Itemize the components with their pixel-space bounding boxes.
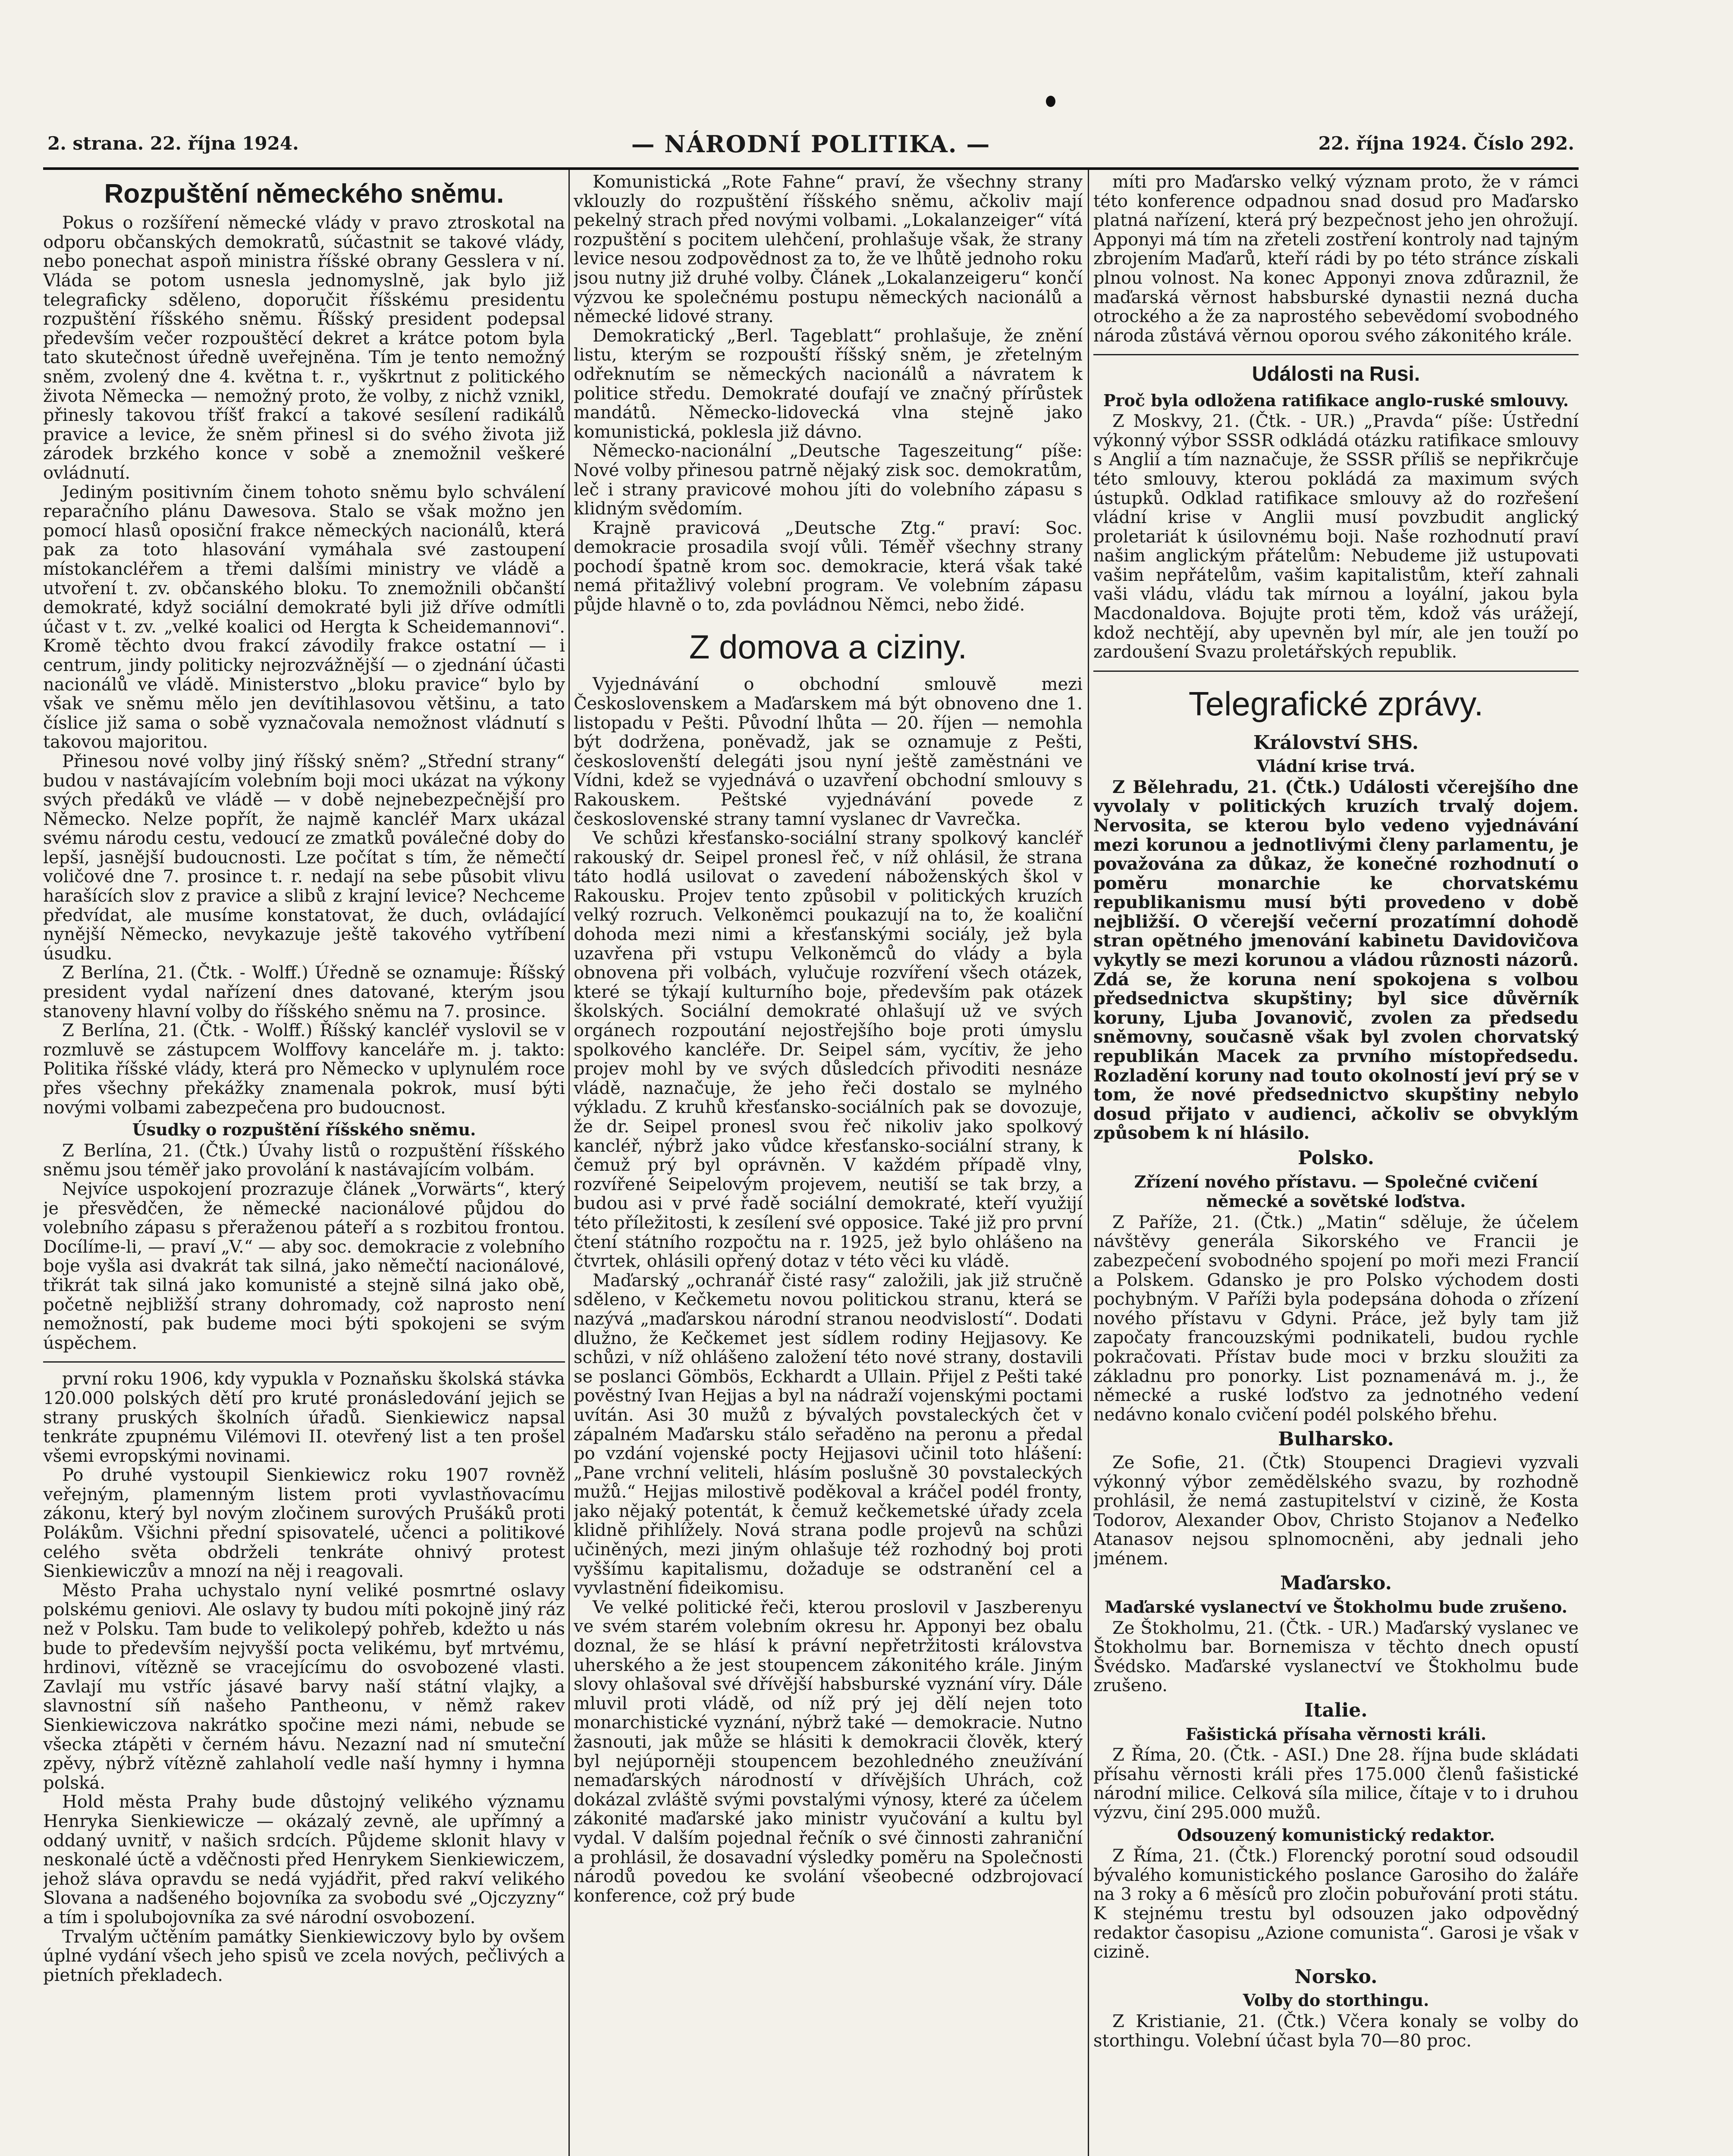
news-item: Vyjednávání o obchodní smlouvě mezi Československem a Maďarskem má být obnoveno dne 1. listopadu v Pešti. Původní lhůta — 20. říjen — nemohla být dodržena, poněvadž, jak se oznamuje z Pešti, českoslovenští delegáti jsou nyní ještě zaměstnáni ve Vídni, kdež se vyjednává o uzavření obchodní smlouvy s Rakouskem. Peštské vyjednávání povede z československé strany tamní vyslanec dr Vavrečka. [574, 674, 1083, 829]
page-header [47, 130, 1574, 167]
article-paragraph: Komunistická „Rote Fahne“ praví, že všechny strany vklouzly do rozpuštění říšského sněmu, ačkoliv mají pekelný strach před novými volbami. „Lokalanzeiger“ vítá rozpuštění s pocitem ulehčení, prohlašuje však, že strany levice nesou zodpovědnost za to, že ve lhůtě jednoho roku jsou nutny již druhé volby. Článek „Lokalanzeigeru“ končí výzvou ke společnému postupu německých nacionálů a německé lidové strany. [574, 172, 1083, 327]
article-headline: Rozpuštění německého sněmu. [104, 179, 504, 209]
news-item: Z Paříže, 21. (Čtk.) „Matin“ sděluje, že účelem návštěvy generála Sikorského ve Francii je zabezpečení svobodného spojení po moři mezi Francií a Polskem. Gdansko je pro Polsko východem dosti pochybným. V Paříži byla podepsána dohoda o zřízení nového přístavu v Gdyni. Práce, jež byly tam již započaty francouzskými podnikateli, budou rychle pokračovati. Přístav bude moci v brzku sloužiti za základnu pro ponorky. List poznamenává m. j., že německé a ruské loďstvo za jednotného vedení nedávno konalo cvičení podél polského břehu. [1093, 1212, 1579, 1425]
news-item: Ze Štokholmu, 21. (Čtk. - UR.) Maďarský vyslanec ve Štokholmu bar. Bornemisza v těchto dnech opustí Švédsko. Maďarské vyslanectví ve Štokholmu bude zrušeno. [1093, 1618, 1579, 1696]
news-item: Z Moskvy, 21. (Čtk. - UR.) „Pravda“ píše: Ústřední výkonný výbor SSSR odkládá otázku ratifikace smlouvy s Anglií a tím naznačuje, že SSSR příliš se nepřikrčuje této smlouvy, kterou pokládá za maximum svých ústupků. Odklad ratifikace smlouvy až do rozřešení vládní krise v Anglii musí povzbudit anglický proletariát k úsilovnému boji. Naše rozhodnutí praví našim anglickým přátelům: Nebudeme již ustupovati vašim nepřátelům, vašim kapitalistům, kteří zahnali vaši vládu, vládu tak mírnou a loyální, jakou byla Macdonaldova. Bojujte proti těm, kdož vás urážejí, kdož nechtějí, aby upevněn byl mír, ale jen touží po zardoušení Svazu proletářských republik. [1093, 411, 1579, 662]
subheadline: Proč byla odložena ratifikace anglo-ruské smlouvy. [1103, 390, 1569, 410]
news-item: Ze Sofie, 21. (Čtk) Stoupenci Dragievi vyzvali výkonný výbor zemědělského svazu, by rozhodně prohlásil, že nemá zastupitelství v cizině, že Kosta Todorov, Alexander Obov, Christo Stojanov a Neđelko Atanasov nejsou splnomocněni, aby jednali jeho jménem. [1093, 1452, 1579, 1569]
column-3 [1093, 172, 1579, 2156]
news-item: Z Berlína, 21. (Čtk. - Wolff.) Říšský kancléř vyslovil se v rozmluvě se zástupcem Wolffovy kanceláře m. j. takto: Politika říšské vlády, která pro Německo v uplynulém roce přes všechny překážky znamenala pokrok, musí býti novými volbami zabezpečena pro budoucnost. [43, 1021, 565, 1118]
article-paragraph: Nejvíce uspokojení prozrazuje článek „Vorwärts“, který je přesvědčen, že německé nacionálové půjdou do volebního zápasu s přeraženou páteří a s rozbitou frontou. Docílíme-li, — praví „V.“ — aby soc. demokracie z volebního boje vyšla asi dvakrát tak silná, jako němečtí nacionálové, třikrát tak silná jako komunisté a stejně silná jako obě, početně nejbližší strany dohromady, což naprosto není nemožností, pak budeme moci býti spokojeni se svým úspěchem. [43, 1179, 565, 1353]
subheadline: Zřízení nového přístavu. — Společné cvičení německé a sovětské loďstva. [1134, 1172, 1538, 1211]
news-item: Z Bělehradu, 21. (Čtk.) Události včerejšího dne vyvolaly v politických kruzích trvalý dojem. Nervosita, se kterou bylo vedeno vyjednávání mezi korunou a jednotlivými členy parlamentu, je považována za důkaz, že konečné rozhodnutí o poměru monarchie ke chorvatskému republikanismu musí býti provedeno v době nejbližší. O včerejší večerní prozatímní dohodě stran opětného jmenování kabinetu Davidovičova vykytly se mezi korunou a vládou různosti názorů. Zdá se, že koruna není spokojena s volbou předsednictva skupštiny; byl sice důvěrník koruny, Ljuba Jovanovič, zvolen za předsedu sněmovny, současně však byl zvolen chorvatský republikán Macek za prvního místopředsedu. Rozladění koruny nad touto okolností jeví prý se v tom, že nové předsednictvo skupštiny nebylo dosud přijato v audienci, ačkoliv se obvyklým způsobem k ní hlásilo. [1093, 777, 1579, 1144]
subheadline: Maďarské vyslanectví ve Štokholmu bude zrušeno. [1104, 1597, 1568, 1617]
article-paragraph: Přinesou nové volby jiný říšský sněm? „Střední strany“ budou v nastávajícím volebním boji moci ukázat na výkony svých předáků ve vládě — v době nejnebezpečnější pro Německo. Nelze popřít, že najmě kancléř Marx ukázal svému národu cestu, vedoucí ze zmatků poválečné doby do lepší, jasnější budoucnosti. Lze počítat s tím, že němečtí voličové dne 7. prosince t. r. nedají na sebe působit vlivu harašících slov z pravice a slibů z krajní levice? Nechceme předvídat, ale musíme konstatovat, že duch, ovládající nynější Německo, nevykazuje ještě takového vytříbení úsudku. [43, 751, 565, 964]
country-heading: Bulharsko. [1278, 1428, 1394, 1451]
subheadline: Volby do storthingu. [1243, 1990, 1429, 2010]
article-paragraph: Hold města Prahy bude důstojný velikého významu Henryka Sienkiewicze — okázalý zevně, ale upřímný a oddaný uvnitř, v našich srdcích. Půjdeme sklonit hlavy v neskonalé úctě a vděčnosti před Henrykem Sienkiewiczem, jehož sláva opravdu se nedá vyjádřit, před rakví velikého Slovana a nadšeného bojovníka za svobodu své „Ojczyzny“ a tím i spolubojovníka za své národní osvobození. [43, 1792, 565, 1927]
article-paragraph: Jediným positivním činem tohoto sněmu bylo schválení reparačního plánu Dawesova. Stalo se však možno jen pomocí hlasů oposiční frakce německých nacionálů, která pak za toto hlasování vymáhala své zastoupení místokancléřem a třemi dalšími ministry ve vládě a utvoření t. zv. občanského bloku. To znemožnili občanští demokraté, když sociální demokraté byli již dříve odmítli účast v t. zv. „velké koalici od Hergta k Scheidemannovi“. Kromě těchto dvou frakcí závodily frakce ostatní — i centrum, jindy politicky nejrozvážnější — o zjednání účasti nacionálů ve vládě. Ministerstvo „bloku pravice“ bylo by však ve sněmu mělo jen devítihlasovou většinu, a tato číslice již sama o sobě vyznačovala nemožnost vládnutí s takovou majoritou. [43, 482, 565, 752]
news-item: Z Berlína, 21. (Čtk.) Úvahy listů o rozpuštění říšského sněmu jsou téměř jako provolání k nastávajícím volbám. [43, 1141, 565, 1180]
country-heading: Norsko. [1294, 1965, 1378, 1988]
subheadline: Vládní krise trvá. [1256, 756, 1416, 776]
country-heading: Polsko. [1297, 1147, 1375, 1169]
article-paragraph: Trvalým učtěním památky Sienkiewiczovy bylo by ovšem úplné vydání všech jeho spisů ve zcela nových, pečlivých a pietních překladech. [43, 1927, 565, 1985]
column-1 [43, 172, 565, 2156]
section-headline: Události na Rusi. [1252, 363, 1420, 386]
country-heading: Maďarsko. [1280, 1572, 1392, 1595]
news-item: Maďarský „ochranář čisté rasy“ založili, jak již stručně sděleno, v Kečkemetu novou politickou stranu, která se nazývá „maďarskou národní stranou neodvislostí“. Dodati dlužno, že Kečkemet jest sídlem rodiny Hejjasovy. Ke schůzi, v níž ohlášeno založení této nové strany, dostavili se poslanci Gömbös, Eckhardt a Ullain. Přijel z Pešti také pověstný Ivan Hejjas a byl na nádraží vojenskými poctami uvítán. Asi 30 mužů z bývalých povstaleckých čet v zápalném Maďarsku stálo seřaděno na peronu a předal po vzdání vojenské pocty Hejjasovi učinil toto hlášení: „Pane vrchní veliteli, hlásím poslušně 30 povstaleckých mužů.“ Hejjas milostivě poděkoval a kráčel podél fronty, jako nějaký potentát, k čemuž kečkemetské úřady zcela klidně přihlížely. Nová strana podle projevů na schůzi učiněných, mezi jiným ohlašuje též rozhodný boj proti vyššímu kapitalismu, dožaduje se odstranění cel a vyvlastnění fideikomisu. [574, 1270, 1083, 1598]
subheadline: Odsouzený komunistický redaktor. [1177, 1825, 1495, 1845]
section-headline: Telegrafické zprávy. [1188, 684, 1484, 723]
article-paragraph: míti pro Maďarsko velký význam proto, že v rámci této konference odpadnou snad dosud pro Maďarsko platná nařízení, která prý bezpečnost jeho jen ohrožují. Apponyi má tím na zřeteli zostření kontroly nad tajným zbrojením Maďarů, kteří rádi by po této stránce získali plnou volnost. Na konec Apponyi znova zdůraznil, že maďarská věrnost habsburské dynastii nezná ducha otrockého a že za naprostého sebevědomí svobodného národa zůstává věrnou oporou svého zákonitého krále. [1093, 172, 1579, 346]
news-item: Ve schůzi křesťansko-sociální strany spolkový kancléř rakouský dr. Seipel pronesl řeč, v níž ohlásil, že strana táto hodlá usilovat o zavedení náboženských škol v Rakousku. Projev tento způsobil v politických kruzích velký rozruch. Velkoněmci poukazují na to, že koaliční dohoda mezi nimi a křesťanskými sociály, jež byla uzavřena při vstupu Velkoněmců do vlády a byla obnovena při volbách, vylučuje rozvíření všech otázek, které se týkají kulturního boje, především pak otázek školských. Sociální demokraté ohlašují už ve svých orgánech rozpoutání nejostřejšího boje proti úmyslu spolkového kancléře. Dr. Seipel sám, vycítiv, že jeho projev mohl by ve svých důsledcích přivoditi nesnáze vládě, naznačuje, že jeho řeči dostalo se mylného výkladu. Z kruhů křesťansko-sociálních pak se dovozuje, že dr. Seipel pronesl svou řeč nikoliv jako spolkový kancléř, nýbrž jako vůdce křesťansko-sociální strany, k čemuž prý byl oprávněn. V každém případě vlny, rozvířené Seipelovým projevem, neutiší se tak brzy, a budou asi v prvé řadě sociální demokraté, kteří využijí této příležitosti, k zesílení své opposice. Také již pro první čtení státního rozpočtu na r. 1925, jež bylo ohlášeno na čtvrtek, ohlásili opřený dotaz v této věci ku vládě. [574, 828, 1083, 1272]
section-rule [1093, 671, 1579, 672]
header-rule [43, 167, 1579, 170]
article-paragraph: Německo-nacionální „Deutsche Tageszeitung“ píše: Nové volby přinesou patrně nějaký zisk soc. demokratům, leč i strany pravicové mohou jíti do volebního zápasu s klidným svědomím. [574, 441, 1083, 519]
news-item: Z Kristianie, 21. (Čtk.) Včera konaly se volby do storthingu. Volební účast byla 70—80 proc. [1093, 2011, 1579, 2051]
article-paragraph: Krajně pravicová „Deutsche Ztg.“ praví: Soc. demokracie prosadila svojí vůli. Téměř všechny strany pochodí špatně krom soc. demokracie, která však také nemá přitažlivý volební program. Ve volebním zápasu půjde hlavně o to, zda povládnou Němci, nebo židé. [574, 518, 1083, 615]
article-paragraph: Po druhé vystoupil Sienkiewicz roku 1907 rovněž veřejným, plamenným listem proti vyvlastňovacímu zákonu, který byl novým zločinem surových Prušáků proti Polákům. Všichni přední spisovatelé, učenci a politikové celého světa obdrželi tenkráte ohnivý protest Sienkiewiczův a mnozí na něj i reagovali. [43, 1465, 565, 1582]
article-paragraph: Pokus o rozšíření německé vlády v pravo ztroskotal na odporu občanských demokratů, súčastnit se takové vlády, nebo ponechat aspoň ministra říšské obrany Gesslera v ní. Vláda se potom usnesla jednomyslně, jak bylo již telegraficky sděleno, doporučit říšskému presidentu rozpuštění říšského sněmu. Říšský president podepsal především večer rozpouštěcí dekret a krátce potom byla tato skutečnost úředně uveřejněna. Tím je tento nemožný sněm, zvolený dne 4. května t. r., vyškrtnut z politického života Německa — nemožný proto, že volby, z nichž vznikl, přinesly takovou tříšť frakcí a takové sesílení radikálů pravice a levice, že sněm přinesl si do svého života již zárodek brzkého konce v sobě a znemožnil veškeré ovládnutí. [43, 213, 565, 483]
article-paragraph: první roku 1906, kdy vypukla v Poznaňsku školská stávka 120.000 polských dětí pro kruté pronásledování jejich se strany pruských školních úřadů. Sienkiewicz napsal tenkráte zpupnému Vilémovi II. otevřený list a ten prošel všemi evropskými novinami. [43, 1369, 565, 1466]
country-heading: Království SHS. [1253, 731, 1419, 754]
article-paragraph: Město Praha uchystalo nyní veliké posmrtné oslavy polskému geniovi. Ale oslavy ty budou míti pokojně jiný ráz než v Polsku. Tam bude to velikolepý pohřeb, kdežto u nás bude to především nejvyšší pocta velikému, byť mrtvému, hrdinovi, vítězně se vracejícímu do osvobozené vlasti. Zavlají mu vstříc jásavé barvy naší státní vlajky, a slavnostní síň našeho Pantheonu, v němž rakev Sienkiewiczova nakrátko spočine mezi námi, nebude se všecka ztápěti v černém hávu. Nezazní nad ní smuteční zpěvy, nýbrž vítězně zahlaholí vedle naší hymny i hymna polská. [43, 1580, 565, 1793]
section-headline: Z domova a ciziny. [689, 627, 967, 666]
section-rule [43, 1361, 565, 1363]
article-paragraph: Demokratický „Berl. Tageblatt“ prohlašuje, že znění listu, kterým se rozpouští říšský sněm, je zřetelným odřeknutím se německých nacionálů a návratem k politice středu. Demokraté doufají ve značný přírůstek mandátů. Německo-lidovecká vlna stejně jako komunistická, poklesla již dávno. [574, 326, 1083, 442]
column-2 [574, 172, 1083, 2156]
column-divider [568, 170, 570, 2156]
news-item: Z Berlína, 21. (Čtk. - Wolff.) Úředně se oznamuje: Říšský president vydal nařízení dnes datované, kterým jsou stanoveny hlavní volby do říšského sněmu na 7. prosince. [43, 963, 565, 1022]
subheadline: Úsudky o rozpuštění říšského sněmu. [132, 1120, 476, 1140]
news-item: Z Říma, 21. (Čtk.) Florencký porotní soud odsoudil bývalého komunistického poslance Garosiho do žaláře na 3 roky a 6 měsíců pro zločin pobuřování proti státu. K stejnému trestu byl odsouzen jako odpovědný redaktor časopisu „Azione comunista“. Garosi je však v cizině. [1093, 1846, 1579, 1962]
subheadline: Fašistická přísaha věrnosti králi. [1185, 1724, 1487, 1744]
newspaper-masthead: — NÁRODNÍ POLITIKA. — [631, 130, 991, 158]
ink-dot [1046, 96, 1055, 107]
country-heading: Italie. [1304, 1699, 1368, 1722]
page-number-date: 2. strana. 22. října 1924. [47, 133, 299, 154]
issue-date-number: 22. října 1924. Číslo 292. [1318, 133, 1574, 154]
column-divider [1088, 170, 1089, 2156]
section-rule [1093, 354, 1579, 355]
news-item: Ve velké politické řeči, kterou proslovil v Jaszberenyu ve svém starém volebním okresu hr. Apponyi bez obalu doznal, že se hlásí k právní nepřetržitosti královstva uherského a že jest stoupencem zákonitého krále. Jiným slovy ohlašoval své dřívější habsburské vyznání víry. Dále mluvil proti vládě, od níž prý jej dělí nejen toto monarchistické vyznání, nýbrž také — demokracie. Nutno žasnouti, jak může se hlásiti k demokracii člověk, který byl nejúporněji stoupencem bezohledného zneužívání nemaďarských národností v dřívějších Uhrách, což dokázal zvláště svými povstalými výnosy, které za účelem zákonité maďarské jako ministr vyučování a kultu byl vydal. V dalším pojednal řečník o své činnosti zahraniční a prohlásil, že dosavadní výsledky poměru na Společnosti národů povedou ke svolání všeobecné odzbrojovací konference, což prý bude [574, 1597, 1083, 1906]
news-item: Z Říma, 20. (Čtk. - ASI.) Dne 28. října bude skládati přísahu věrnosti králi přes 175.000 členů fašistické národní milice. Celková síla milice, čítaje v to i druhou výzvu, činí 295.000 mužů. [1093, 1745, 1579, 1823]
